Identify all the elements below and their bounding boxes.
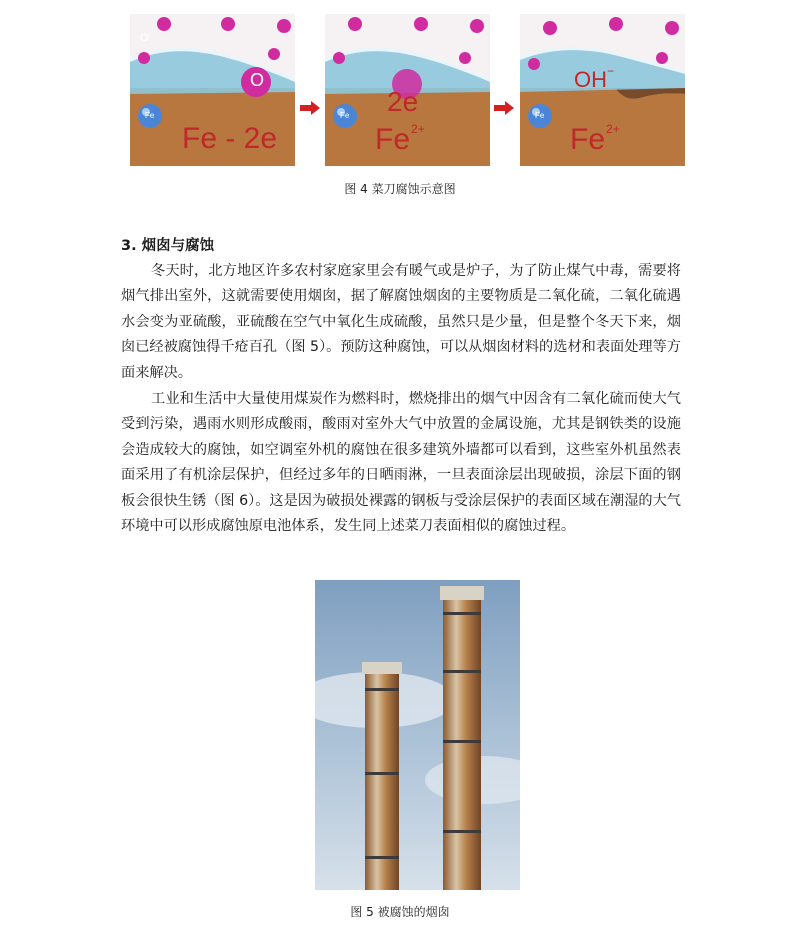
paragraph-1: 冬天时，北方地区许多农村家庭家里会有暖气或是炉子，为了防止煤气中毒，需要将烟气排出室外，这就需要使用烟囱，据了解腐蚀烟囱的主要物质是二氧化硫，二氧化硫遇水会变为亚硫酸，亚硫酸在空气中氧化生成硫酸，虽然只是少量，但是整个冬天下来，烟囱已经被腐蚀得千疮百孔（图 5）。预防这种腐蚀，可以从烟囱材料的选材和表面处理等方面来解决。: [121, 263, 681, 381]
panel-1-equation: Fe - 2e: [182, 122, 278, 155]
corrosion-panel-2: [325, 14, 490, 166]
figure-4: [130, 14, 690, 169]
arrow-right-icon: [494, 101, 514, 115]
o-atom-label-large: O: [250, 70, 265, 90]
fe-ion-label-1: Fe: [145, 111, 155, 120]
corrosion-panel-3: [520, 14, 685, 166]
fe-ion-label-3: Fe: [535, 111, 545, 120]
panel-2-electrons: 2e: [387, 86, 419, 117]
panel-3-ion: $Fe^{2+}$: [570, 122, 620, 156]
fe-ion-label-2: Fe: [340, 111, 350, 120]
figure-5-caption: 图 5 被腐蚀的烟囱: [350, 905, 450, 919]
figure-4-caption: 图 4 菜刀腐蚀示意图: [344, 182, 456, 196]
section-heading: 3. 烟囱与腐蚀: [121, 238, 215, 254]
corroded-chimney-photo: [315, 580, 520, 890]
chimney-illustration: [315, 580, 520, 890]
panel-2-ion: $Fe^{2+}$: [375, 122, 425, 156]
paragraph-2: 工业和生活中大量使用煤炭作为燃料时，燃烧排出的烟气中因含有二氧化硫而使大气受到污染，遇雨水则形成酸雨，酸雨对室外大气中放置的金属设施，尤其是钢铁类的设施会造成较大的腐蚀，如空调室外机的腐蚀在很多建筑外墙都可以看到，这些室外机虽然表面采用了有机涂层保护，但经过多年的日晒雨淋，一旦表面涂层出现破损，涂层下面的钢板会很快生锈（图 6）。这是因为破损处裸露的钢板与受涂层保护的表面区域在潮湿的大气环境中可以形成腐蚀原电池体系，发生同上述菜刀表面相似的腐蚀过程。: [121, 391, 681, 535]
o-atom-label-1: O: [140, 32, 149, 44]
arrow-right-icon: [300, 101, 320, 115]
hydroxide-label: OH−: [574, 64, 615, 92]
corrosion-panel-1: [130, 14, 295, 166]
